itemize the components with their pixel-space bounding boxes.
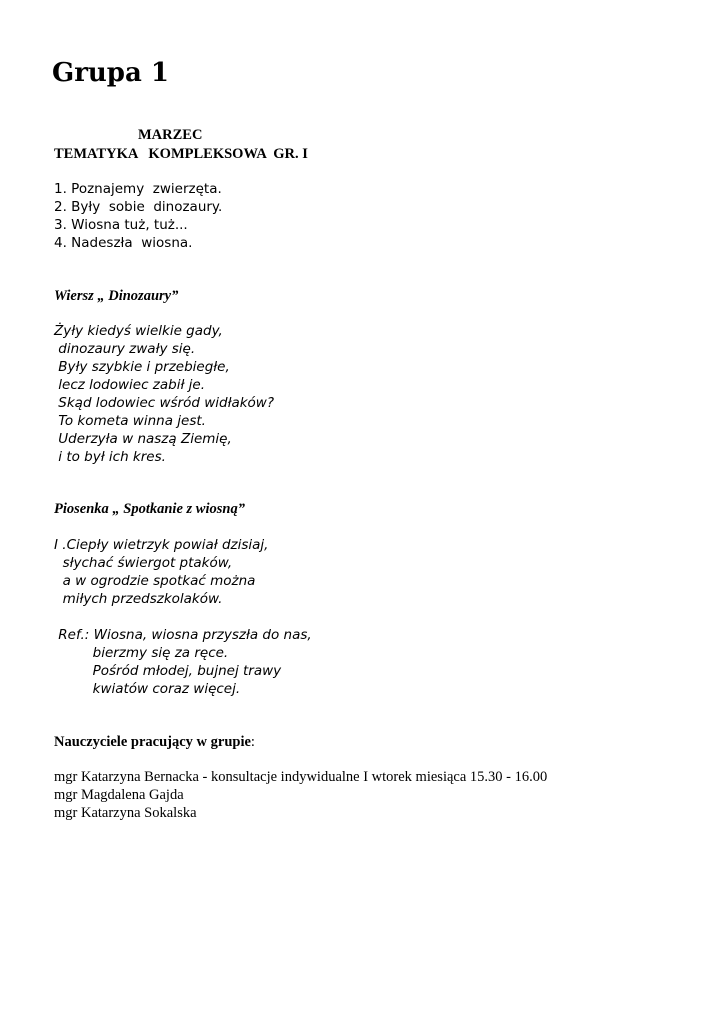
teachers-heading <box>54 733 255 751</box>
song-refrain-line: kwiatów coraz więcej. <box>54 681 241 697</box>
page-title: Grupa 1 <box>52 58 169 88</box>
poem-line: i to był ich kres. <box>54 449 166 465</box>
song-refrain-line: Ref.: Wiosna, wiosna przyszła do nas, <box>54 627 312 643</box>
song-verse-line: miłych przedszkolaków. <box>54 591 223 607</box>
poem-line: Skąd lodowiec wśród widłaków? <box>54 395 275 411</box>
song-verse-line: słychać świergot ptaków, <box>54 555 233 571</box>
poem-line: Żyły kiedyś wielkie gady, <box>54 323 223 339</box>
poem-heading: Wiersz „ Dinozaury” <box>54 288 179 304</box>
topic-item: 1. Poznajemy zwierzęta. <box>54 181 222 197</box>
theme-heading: TEMATYKA KOMPLEKSOWA GR. I <box>54 146 308 162</box>
poem-line: To kometa winna jest. <box>54 413 206 429</box>
teachers-heading-colon: : <box>250 734 255 750</box>
teachers-heading-label: Nauczyciele pracujący w grupie <box>54 734 251 750</box>
song-refrain-line: Pośród młodej, bujnej trawy <box>54 663 282 679</box>
poem-line: Były szybkie i przebiegłe, <box>54 359 230 375</box>
topic-item: 4. Nadeszła wiosna. <box>54 235 193 251</box>
song-verse-line: I .Ciepły wietrzyk powiał dzisiaj, <box>54 537 269 553</box>
song-verse-line: a w ogrodzie spotkać można <box>54 573 256 589</box>
topic-item: 3. Wiosna tuż, tuż... <box>54 217 188 233</box>
month-heading: MARZEC <box>138 127 203 143</box>
poem-line: Uderzyła w naszą Ziemię, <box>54 431 232 447</box>
topic-item: 2. Były sobie dinozaury. <box>54 199 223 215</box>
teacher-item: mgr Katarzyna Sokalska <box>54 805 197 821</box>
teacher-item: mgr Katarzyna Bernacka - konsultacje indywidualne I wtorek miesiąca 15.30 - 16.00 <box>54 769 548 785</box>
teacher-item: mgr Magdalena Gajda <box>54 787 184 803</box>
song-heading: Piosenka „ Spotkanie z wiosną” <box>54 501 245 517</box>
song-refrain-line: bierzmy się za ręce. <box>54 645 229 661</box>
poem-line: dinozaury zwały się. <box>54 341 196 357</box>
poem-line: lecz lodowiec zabił je. <box>54 377 205 393</box>
